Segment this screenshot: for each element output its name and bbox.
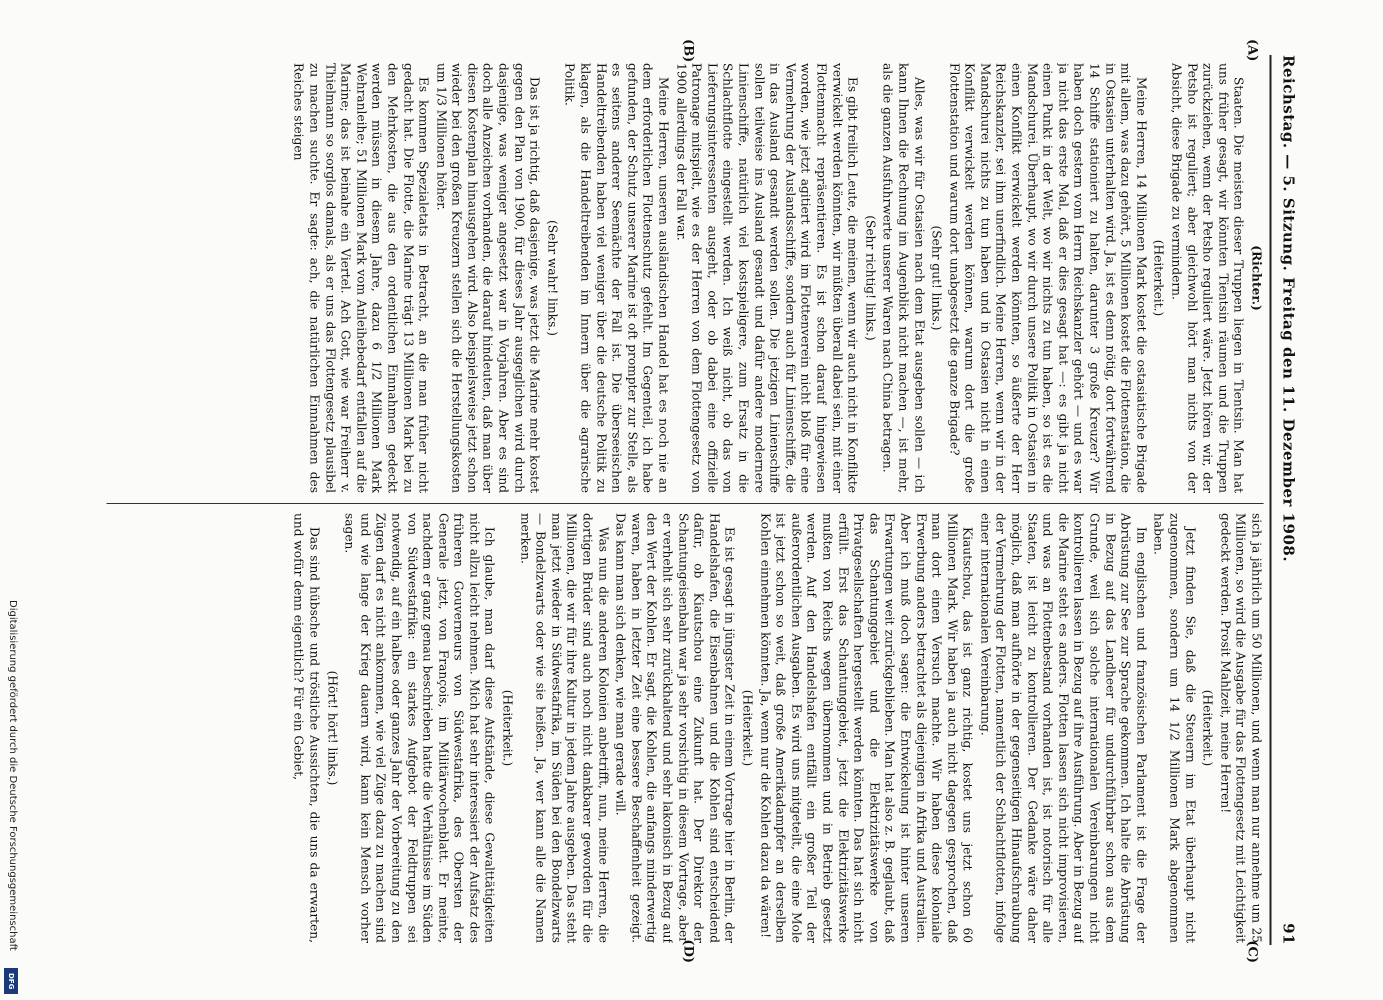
rotated-page <box>93 35 1308 965</box>
paragraph: Jetzt finden Sie, daß die Steuern im Etat überhaupt nicht zugenommen, sondern um 14 1/2 Millionen Mark abgenommen haben. <box>1151 513 1198 943</box>
header-title: Reichstag. — 5. Sitzung. Freitag den 11. Dezember 1908. <box>1279 55 1298 563</box>
paragraph: Meine Herren, unseren ausländischen Handel hat es noch nie an dem erforderlichen Flottenschutz gefehlt. Im Gegenteil, ich habe gefunden, der Schutz unserer Marine ist oft prompter zur Stelle, als es seitens anderer Seemächte der Fall ist. Die überseeischen Handeltreibenden haben viel weniger über die deutsche Politik zu klagen, als die Handeltreibenden im Innern über die agrarische Politik. <box>562 63 671 493</box>
paragraph: Im englischen und französischen Parlament ist die Frage der Abrüstung zur See zur Sprache gekommen. Ich halte die Abrüstung in Bezug auf das Landheer für undurchführbar schon aus dem Grunde, weil sich solche internationalen Vereinbarungen nicht kontrollieren lassen in Bezug auf ihre Ausführung. Aber in Bezug auf die Marine steht es anders. Flotten lassen sich nicht improvisieren, und was an Flottenbestand vorhanden ist, ist notorisch für alle Staaten, ist leicht zu kontrollieren. Der Gedanke wäre daher möglich, daß man aufhörte in der gegenseitigen Hinaufschraubung der Vermehrung der Flotten, namentlich der Schlachtflotten, infolge einer internationalen Vereinbarung. <box>978 513 1149 943</box>
dfg-logo: DFG <box>4 968 18 994</box>
paragraph: Das sind hübsche und tröstliche Aussichten, die uns da erwarten, und wofür denn eigentlich? Für ein Gebiet, <box>291 513 322 943</box>
interjection: (Sehr wahr! links.) <box>545 220 560 336</box>
speaker-tag: (Richter.) <box>1249 245 1264 311</box>
paragraph: sich ja jährlich um 50 Millionen, und wenn man nur annehme um 25 Millionen, so wird die Ausgabe für das Flottengesetz mit Leichtigkeit gedeckt werden. Prosit Mahlzeit, meine Herren! <box>1218 513 1264 943</box>
paragraph: Das ist ja richtig, daß dasjenige, was jetzt die Marine mehr kostet gegen den Plan von 1900, für dieses Jahr ausgeglichen wird durch dasjenige, was weniger angesetzt war in Vorjahren. Aber es sind doch alle Anzeichen vorhanden, die darauf hindeuten, daß man über diesen Kostenplan hinausgehen wird. Also beispielsweise jetzt schon wieder bei den großen Kreuzern stellen sich die Herstellungskosten um 1/3 Millionen höher. <box>434 63 542 493</box>
page-number: 91 <box>1279 923 1298 945</box>
interjection: (Sehr gut! links.) <box>929 225 944 331</box>
paragraph: Es ist gesagt in jüngster Zeit in einem Vortrage hier in Berlin, der Handelshafen, die Eisenbahnen und die Kohlen sind entscheidend dafür, ob Kiautschou eine Zukunft hat. Der Direktor der Schantungeisenbahn war ja sehr vorsichtig in diesem Vortrage, aber er verhehlt sich sehr zurückhaltend und sehr lakonisch in Bezug auf den Wert der Kohlen. Er sagt, die Kohlen, die anfangs minderwertig waren, haben in letzter Zeit eine bessere Beschaffenheit gezeigt. Das kann man sich denken, wie man gerade will. <box>613 513 737 943</box>
margin-mark-b: (B) <box>680 39 696 63</box>
interjection: (Heiterkeit.) <box>740 689 755 767</box>
interjection: (Hört! hört! links.) <box>325 670 340 786</box>
interjection: (Heiterkeit.) <box>1151 239 1166 317</box>
page-header <box>1276 55 1302 945</box>
interjection: (Sehr richtig! links.) <box>863 215 878 341</box>
paragraph: Kiautschou, das ist ganz richtig, kostet uns jetzt schon 60 Millionen Mark. Wir haben ja auch nicht dagegen gesprochen, daß man dort einen Versuch machte. Wir haben diese koloniale Erwerbung anders betrachtet als diejenigen in Afrika und Australien. Aber ich muß doch sagen: die Entwickelung ist hinter unseren Erwartungen weit zurückgeblieben. Man hat also z. B. geglaubt, daß das Schantunggebiet und die Elektrizitätswerke von Privatgesellschaften hergestellt werden könnten. Das hat sich nicht erfüllt. Erst das Schantunggebiet, jetzt die Elektrizitätswerke mußten von Reichs wegen übernommen und in Betrieb gesetzt werden. Auf den Handelshafen entfällt ein großer Teil der außerordentlichen Ausgaben. Es wird uns mitgeteilt, die eine Mole ist jetzt schon so weit, daß große Amerikadampfer an derselben Kohlen einnehmen könnten. Ja, wenn nur die Kohlen dazu da wären! <box>758 513 975 943</box>
interjection: (Heiterkeit.) <box>1200 689 1215 767</box>
digitization-credit: Digitalisierung gefördert durch die Deutsche Forschungsgemeinschaft <box>7 600 18 951</box>
margin-mark-c: (C) <box>1244 940 1260 963</box>
paragraph: Ich glaube, man darf diese Aufstände, diese Gewalttätigkeiten nicht allzu leicht nehmen. Mich hat sehr interessiert der Aufsatz des früheren Gouverneurs von Südwestafrika, des Obersten der Generale jetzt, von François, im Militärwochenblatt. Er meinte, nachdem er ganz genau beschrieben hatte die Verhältnisse im Süden von Südwestafrika: ein starkes Aufgebot der Feldtruppen sei notwendig, auf ein halbes oder ganzes Jahr der Vorbereitung zu den Zügen darf es nicht ankommen, wie viel Züge dazu zu machen sind und wie lange der Krieg dauern wird, kann kein Mensch vorher sagen. <box>342 513 497 943</box>
margin-mark-d: (D) <box>680 939 696 963</box>
paragraph: Es gibt freilich Leute, die meinen, wenn wir auch nicht in Konflikte verwickelt werden könnten, wir müßten überall dabei sein, mit einer Flottenmacht repräsentieren. Es ist schon darauf hingewiesen worden, wie jetzt agitiert wird im Flottenverein nicht bloß für eine Vermehrung der Auslandsschiffe, sondern auch für Linienschiffe, die in das Ausland gesandt werden sollen. Die jetzigen Linienschiffe sollen teilweise ins Ausland gesandt und dafür andere modernere Linienschiffe, natürlich viel kostspieligere, zum Ersatz in die Schlachtflotte eingestellt werden. Ich weiß nicht, ob das von Lieferungsinteressenten ausgeht, oder ob dabei eine offizielle Patronage mitspielt, wie es der Herren von dem Flottengesetz von 1900 allerdings der Fall war. <box>674 63 860 493</box>
paragraph: Es kommen Spezialetats in Betracht, an die man früher nicht gedacht hat. Die Flotte, die Marine trägt 13 Millionen Mark bei zu den Mehrkosten, die aus den ordentlichen Einnahmen gedeckt werden müssen in diesem Jahre, dazu 6 1/2 Millionen Mark Wehranleihe; 51 Millionen Mark vom Anleihebedarf entfallen auf die Marine; das ist beinahe ein Viertel. Ach Gott, wie war Freiherr v. Thielmann so sorglos damals, als er uns das Flottengesetz plausibel zu machen suchte. Er sagte: ach, die natürlichen Einnahmen des Reiches steigen <box>291 63 431 493</box>
left-column <box>103 63 1264 493</box>
right-column <box>103 513 1264 943</box>
header-rule <box>1270 55 1272 945</box>
paragraph: Staaten. Die meisten dieser Truppen liegen in Tientsin. Man hat uns früher gesagt, wir könnten Tientsin räumen und die Truppen zurückziehen, wenn der Petsho reguliert wäre. Jetzt hören wir, der Petsho ist reguliert; aber gleichwohl hört man nichts von der Absicht, diese Brigade zu vermindern. <box>1169 63 1246 493</box>
margin-mark-a: (A) <box>1244 39 1260 62</box>
paragraph: Meine Herren, 14 Millionen Mark kostet die ostasiatische Brigade mit allem, was dazu gehört, 5 Millionen kostet die Flottenstation, die in Ostasien unterhalten wird. Ja, ist es denn nötig, dort fortwährend 14 Schiffe stationiert zu halten, darunter 3 große Kreuzer? Wir haben doch gestern vom Herrn Reichskanzler gehört — und es war ja nicht das erste Mal, daß er dies gesagt hat —: es gibt ja nicht einen Punkt in der Welt, wo wir nichts zu tun haben, so ist es die Mandschurei. Überhaupt, wo wir durch unsere Politik in Ostasien in einen Konflikt verwickelt werden könnten, so äußerte der Herr Reichskanzler, sei ihm unerfindlich. Meine Herren, wenn wir in der Mandschurei nichts zu tun haben und in Ostasien nicht in einen Konflikt verwickelt werden können, warum dort die große Flottenstation und warum dort unabgesetzt die ganze Brigade? <box>947 63 1149 493</box>
paragraph: Alles, was wir für Ostasien nach dem Etat ausgeben sollen — ich kann Ihnen die Rechnung im Augenblick nicht machen —, ist mehr, als die ganzen Ausfuhrwerte unserer Waren nach China betragen. <box>880 63 927 493</box>
interjection: (Heiterkeit.) <box>500 689 515 767</box>
column-divider <box>107 503 1264 504</box>
paragraph: Was nun die anderen Kolonien anbetrifft, nun, meine Herren, die dortigen Brüder sind auch noch nicht dankbarer geworden für die Millionen, die wir für ihre Kultur in jedem Jahre ausgeben. Das steht man jetzt wieder in Südwestafrika, im Süden bei den Bondelzwarts — Bondelzwarts oder wie sie heißen. Ja, wer kann alle die Namen merken. <box>518 513 611 943</box>
